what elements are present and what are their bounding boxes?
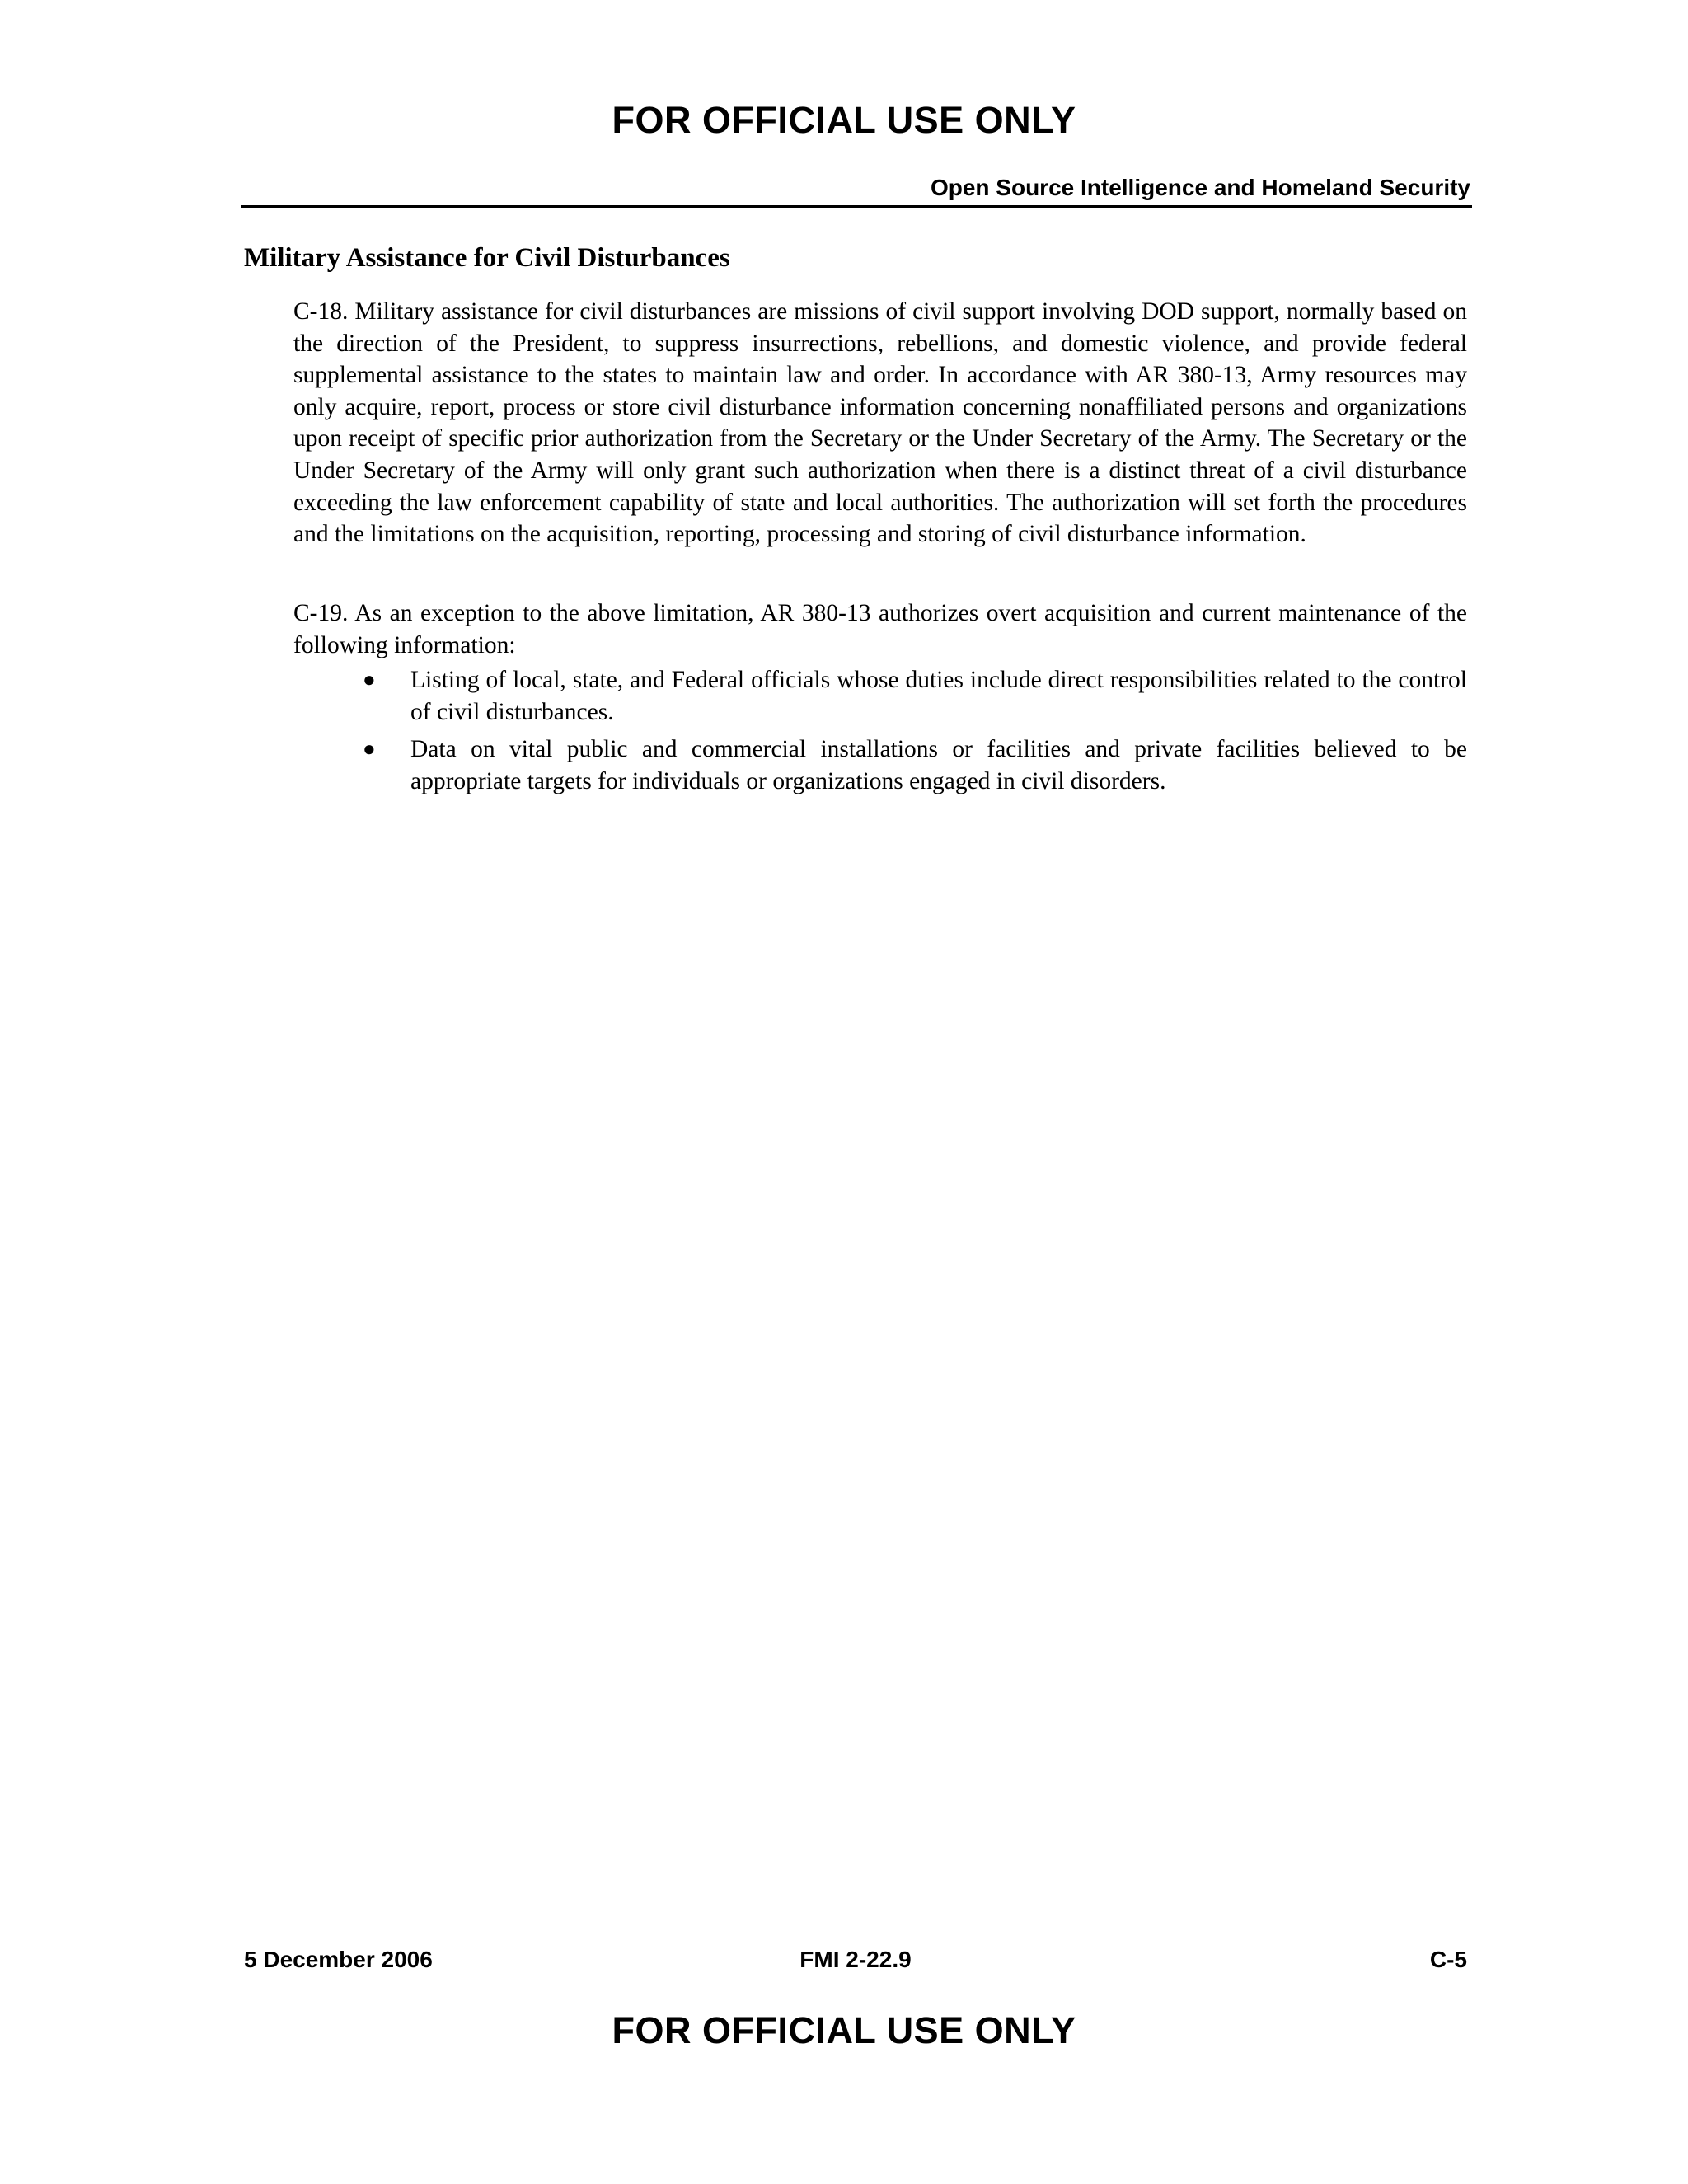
bullet-icon: ● (363, 737, 376, 762)
classification-banner-bottom: FOR OFFICIAL USE ONLY (612, 2009, 1076, 2051)
footer-publication: FMI 2-22.9 (799, 1947, 912, 1972)
classification-banner-top: FOR OFFICIAL USE ONLY (612, 99, 1076, 141)
footer-page-number: C-5 (1429, 1947, 1467, 1972)
section-title: Military Assistance for Civil Disturbances (244, 243, 730, 273)
bullet-icon: ● (363, 668, 376, 691)
paragraph-c-19: C-19. As an exception to the above limitation, AR 380-13 authorizes overt acquisition and current maintenance of the following information: (293, 600, 1467, 658)
list-item-text: Listing of local, state, and Federal officials whose duties include direct responsibilities related to the control of civil disturbances. (410, 667, 1467, 725)
header-rule (241, 205, 1472, 208)
footer-date: 5 December 2006 (244, 1947, 433, 1972)
list-item (293, 733, 1467, 797)
running-header: Open Source Intelligence and Homeland Security (930, 175, 1470, 200)
bullet-list (293, 664, 1467, 803)
list-item (293, 664, 1467, 728)
paragraph-c-18: C-18. Military assistance for civil disturbances are missions of civil support involving DOD support, normally based on the direction of the President, to suppress insurrections, rebellions, and domestic violence, and provide federal supplemental assistance to the states to maintain law and order. In accordance with AR 380-13, Army resources may only acquire, report, process or store civil disturbance information concerning nonaffiliated persons and organizations upon receipt of specific prior authorization from the Secretary or the Under Secretary of the Army. The Secretary or the Under Secretary of the Army will only grant such authorization when there is a distinct threat of a civil disturbance exceeding the law enforcement capability of state and local authorities. The authorization will set forth the procedures and the limitations on the acquisition, reporting, processing and storing of civil disturbance information. (293, 298, 1467, 548)
list-item-text: Data on vital public and commercial installations or facilities and private facilities believed to be appropriate targets for individuals or organizations engaged in civil disorders. (410, 736, 1467, 794)
